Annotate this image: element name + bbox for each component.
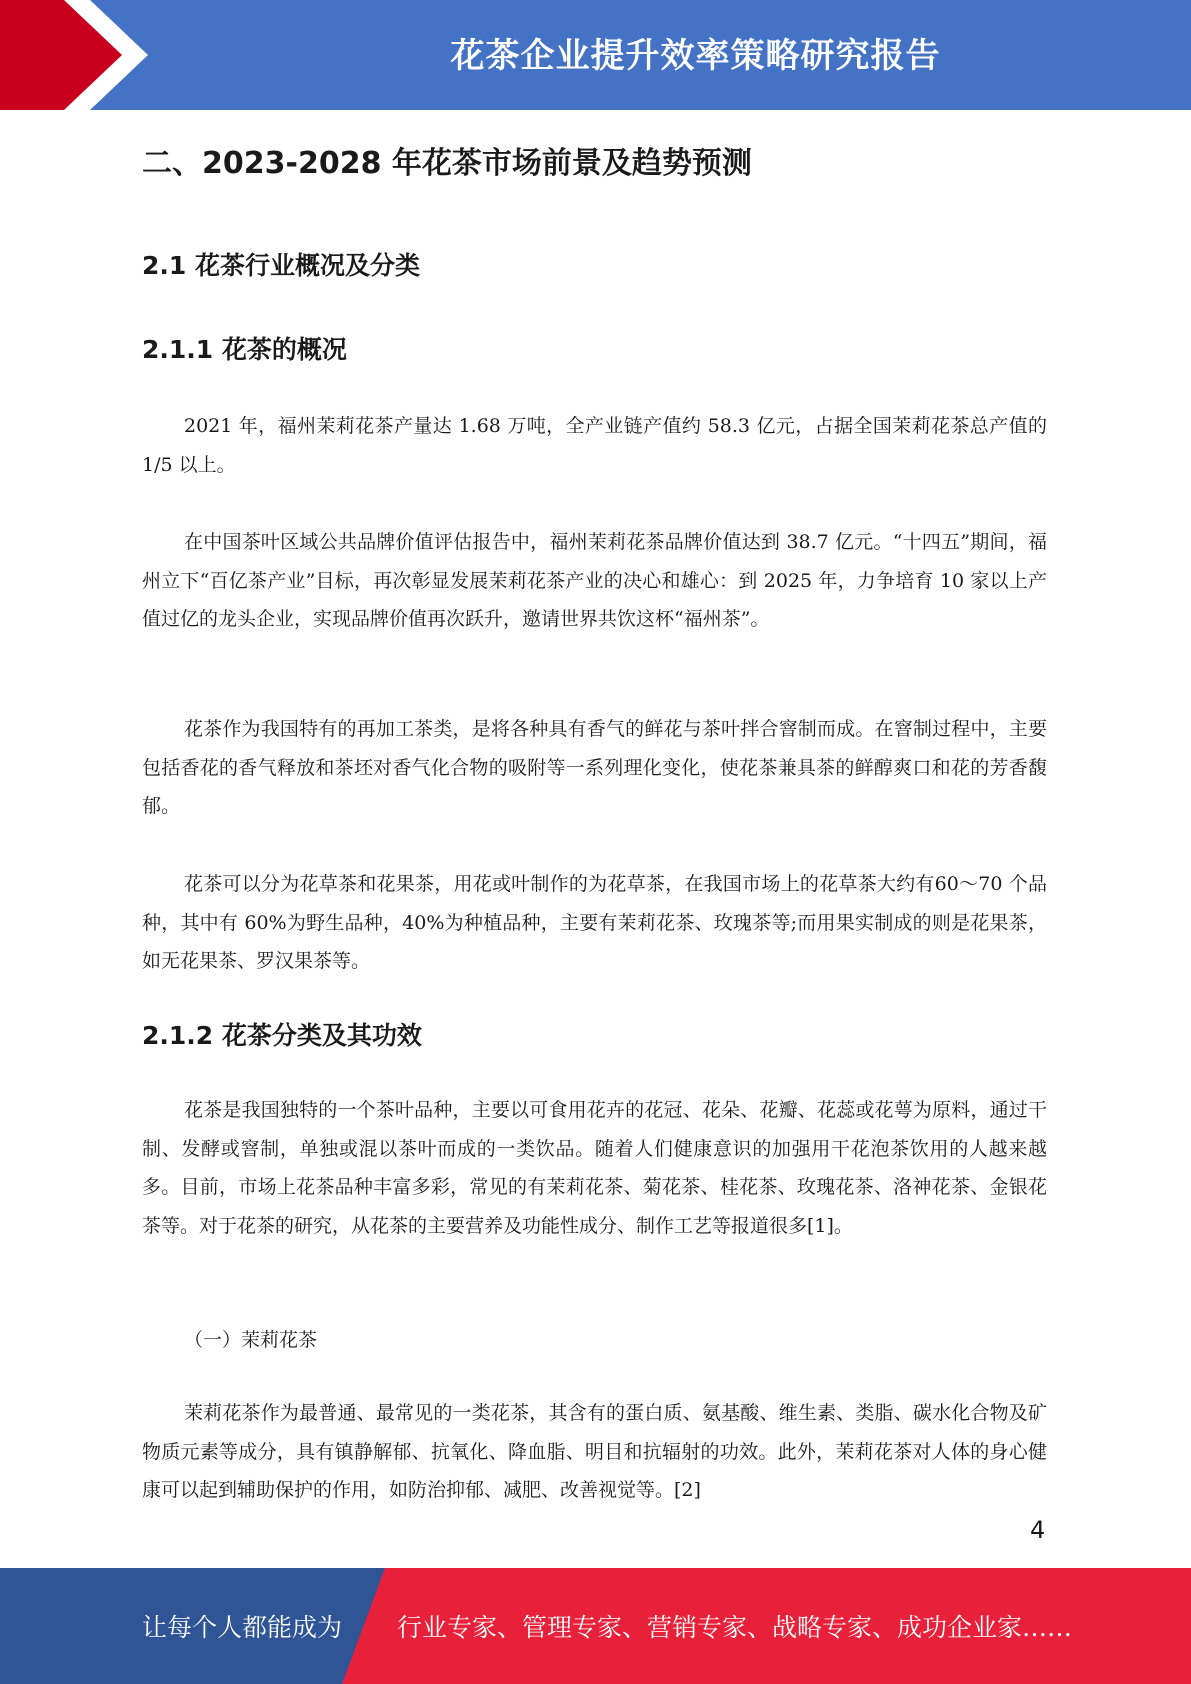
footer-slogan-left: 让每个人都能成为	[142, 1613, 343, 1642]
paragraph: 花茶是我国独特的一个茶叶品种，主要以可食用花卉的花冠、花朵、花瓣、花蕊或花萼为原料，通过干制、发酵或窨制，单独或混以茶叶而成的一类饮品。随着人们健康意识的加强用干花泡茶饮用的人越来越多。目前，市场上花茶品种丰富多彩，常见的有茉莉花茶、菊花茶、桂花茶、玫瑰花茶、洛神花茶、金银花茶等。对于花茶的研究，从花茶的主要营养及功能性成分、制作工艺等报道很多[1]。	[142, 1099, 1047, 1237]
header-title: 花茶企业提升效率策略研究报告	[450, 35, 941, 76]
subsection-title-2-1: 2.1 花茶行业概况及分类	[142, 251, 420, 280]
paragraph: 茉莉花茶作为最普通、最常见的一类花茶，其含有的蛋白质、氨基酸、维生素、类脂、碳水化合物及矿物质元素等成分，具有镇静解郁、抗氧化、降血脂、明目和抗辐射的功效。此外，茉莉花茶对人体的身心健康可以起到辅助保护的作用，如防治抑郁、减肥、改善视觉等。[2]	[142, 1402, 1047, 1501]
paragraph: 花茶作为我国特有的再加工茶类，是将各种具有香气的鲜花与茶叶拌合窨制而成。在窨制过程中，主要包括香花的香气释放和茶坯对香气化合物的吸附等一系列理化变化，使花茶兼具茶的鲜醇爽口和花的芳香馥郁。	[142, 718, 1047, 817]
list-item-title: （一）茉莉花茶	[184, 1329, 318, 1351]
subsection-title-2-1-2: 2.1.2 花茶分类及其功效	[142, 1021, 422, 1050]
footer-slogan-right: 行业专家、管理专家、营销专家、战略专家、成功企业家……	[397, 1613, 1073, 1642]
section-title: 二、2023-2028 年花茶市场前景及趋势预测	[142, 146, 752, 181]
page-footer	[0, 1568, 1191, 1684]
subsection-title-2-1-1: 2.1.1 花茶的概况	[142, 335, 347, 364]
paragraph: 花茶可以分为花草茶和花果茶，用花或叶制作的为花草茶，在我国市场上的花草茶大约有60～70 个品种，其中有 60%为野生品种，40%为种植品种，主要有茉莉花茶、玫瑰茶等;而用果实制成的则是花果茶，如无花果茶、罗汉果茶等。	[142, 873, 1047, 972]
paragraph: 在中国茶叶区域公共品牌价值评估报告中，福州茉莉花茶品牌价值达到 38.7 亿元。“十四五”期间，福州立下“百亿茶产业”目标，再次彰显发展茉莉花茶产业的决心和雄心：到 2025 年，力争培育 10 家以上产值过亿的龙头企业，实现品牌价值再次跃升，邀请世界共饮这杯“福州茶”。	[142, 531, 1047, 630]
page-header	[0, 0, 1191, 110]
paragraph: 2021 年，福州茉莉花茶产量达 1.68 万吨，全产业链产值约 58.3 亿元，占据全国茉莉花茶总产值的 1/5 以上。	[142, 415, 1047, 476]
page-number: 4	[1030, 1516, 1046, 1544]
